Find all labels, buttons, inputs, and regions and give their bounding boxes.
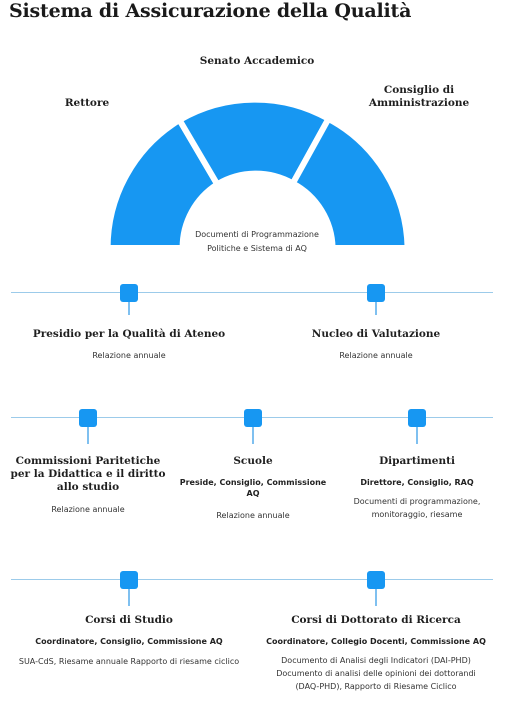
scuole-sub-line-1: Preside, Consiglio, Commissione bbox=[179, 478, 327, 487]
commissioni-note: Relazione annuale bbox=[51, 505, 125, 514]
center-documents-note bbox=[168, 228, 346, 256]
dottorato-title: Corsi di Dottorato di Ricerca bbox=[291, 614, 461, 626]
scuole-sub bbox=[178, 477, 328, 499]
scuole-sub-line-2: AQ bbox=[246, 489, 260, 498]
stem-commissioni bbox=[87, 427, 89, 444]
dottorato-note bbox=[266, 654, 486, 693]
scuole-title: Scuole bbox=[233, 455, 273, 467]
page-title: Sistema di Assicurazione della Qualità bbox=[9, 0, 412, 22]
node-presidio bbox=[120, 284, 138, 302]
timeline-row-3 bbox=[11, 579, 493, 580]
stem-presidio bbox=[128, 302, 130, 315]
timeline-row-1 bbox=[11, 292, 493, 293]
dipartimenti-note-line-1: Documenti di programmazione, bbox=[353, 497, 481, 506]
commissioni-title bbox=[8, 455, 168, 494]
consiglio-line-2: Amministrazione bbox=[368, 97, 470, 109]
corsi-studio-sub: Coordinatore, Consiglio, Commissione AQ bbox=[35, 637, 223, 646]
node-dottorato bbox=[367, 571, 385, 589]
stem-corsi-studio bbox=[128, 589, 130, 606]
node-commissioni bbox=[79, 409, 97, 427]
stem-scuole bbox=[252, 427, 254, 444]
stem-dottorato bbox=[375, 589, 377, 606]
corsi-studio-title: Corsi di Studio bbox=[85, 614, 173, 626]
dipartimenti-note bbox=[342, 495, 492, 521]
nucleo-title: Nucleo di Valutazione bbox=[311, 328, 441, 340]
commissioni-title-line-2: per la Didattica e il diritto bbox=[10, 468, 166, 480]
dipartimenti-title: Dipartimenti bbox=[379, 455, 455, 467]
rettore-label: Rettore bbox=[64, 97, 110, 109]
dipartimenti-note-line-2: monitoraggio, riesame bbox=[371, 510, 463, 519]
commissioni-title-line-1: Commissioni Paritetiche bbox=[15, 455, 161, 467]
presidio-title: Presidio per la Qualità di Ateneo bbox=[32, 328, 226, 340]
dipartimenti-sub: Direttore, Consiglio, RAQ bbox=[360, 478, 474, 487]
commissioni-title-line-3: allo studio bbox=[56, 481, 120, 493]
senato-label: Senato Accademico bbox=[199, 55, 315, 67]
nucleo-note: Relazione annuale bbox=[339, 351, 413, 360]
node-dipartimenti bbox=[408, 409, 426, 427]
center-line-2: Politiche e Sistema di AQ bbox=[207, 244, 307, 253]
node-corsi-studio bbox=[120, 571, 138, 589]
node-nucleo bbox=[367, 284, 385, 302]
consiglio-line-1: Consiglio di bbox=[383, 84, 455, 96]
node-scuole bbox=[244, 409, 262, 427]
dottorato-sub: Coordinatore, Collegio Docenti, Commissione AQ bbox=[266, 637, 486, 646]
dottorato-note-line-1: Documento di Analisi degli Indicatori (DAI-PHD) bbox=[281, 656, 471, 665]
corsi-studio-note: SUA-CdS, Riesame annuale Rapporto di riesame ciclico bbox=[18, 657, 240, 666]
dottorato-note-line-2: Documento di analisi delle opinioni dei dottorandi bbox=[276, 669, 476, 678]
dottorato-note-line-3: (DAQ-PHD), Rapporto di Riesame Ciclico bbox=[295, 682, 457, 691]
center-line-1: Documenti di Programmazione bbox=[195, 230, 319, 239]
stem-nucleo bbox=[375, 302, 377, 315]
presidio-note: Relazione annuale bbox=[92, 351, 166, 360]
stem-dipartimenti bbox=[416, 427, 418, 444]
scuole-note: Relazione annuale bbox=[216, 511, 290, 520]
